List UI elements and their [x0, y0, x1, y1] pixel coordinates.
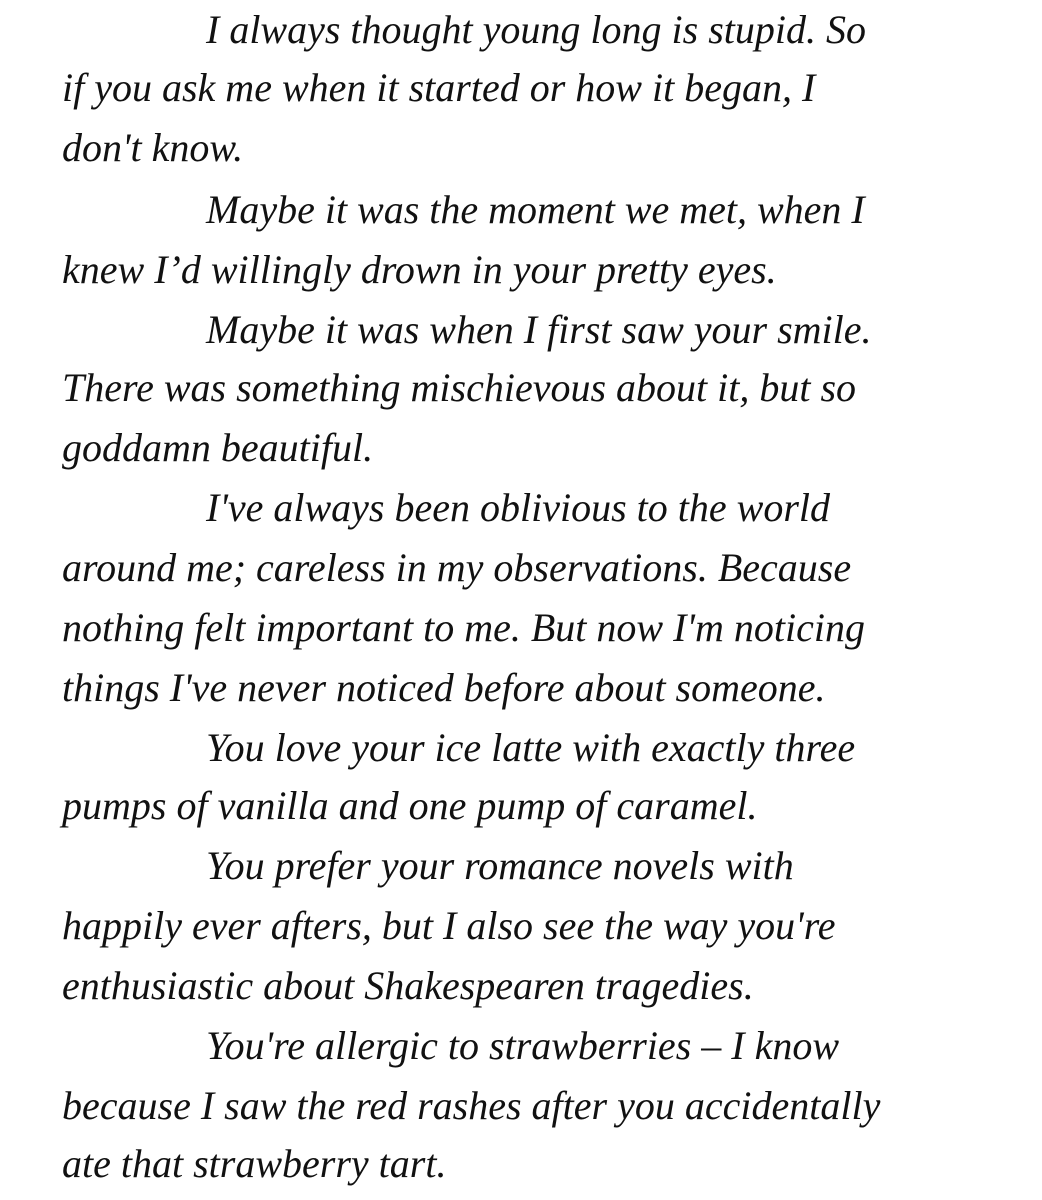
text-line: You prefer your romance novels with	[206, 843, 794, 888]
text-line: There was something mischievous about it, but so	[62, 365, 857, 410]
text-line: nothing felt important to me. But now I'm noticing	[62, 605, 865, 650]
text-line: enthusiastic about Shakespearen tragedies.	[62, 963, 754, 1008]
text-line: goddamn beautiful.	[62, 425, 374, 470]
text-line: things I've never noticed before about someone.	[62, 665, 826, 710]
text-line: pumps of vanilla and one pump of caramel.	[62, 783, 758, 828]
text-line: I've always been oblivious to the world	[206, 485, 831, 530]
text-line: around me; careless in my observations. Because	[62, 545, 852, 590]
text-line: Maybe it was when I first saw your smile.	[206, 307, 872, 352]
text-line: knew I’d willingly drown in your pretty eyes.	[62, 247, 777, 292]
text-line: because I saw the red rashes after you accidentally	[62, 1083, 881, 1128]
text-line: I always thought young long is stupid. So	[206, 7, 866, 52]
text-line: You're allergic to strawberries – I know	[206, 1023, 840, 1068]
text-line: ate that strawberry tart.	[62, 1141, 447, 1186]
text-line: don't know.	[62, 125, 244, 170]
text-line: if you ask me when it started or how it began, I	[62, 65, 816, 110]
text-line: Maybe it was the moment we met, when I	[206, 187, 865, 232]
text-line: happily ever afters, but I also see the way you're	[62, 903, 836, 948]
text-line: You love your ice latte with exactly three	[206, 725, 856, 770]
